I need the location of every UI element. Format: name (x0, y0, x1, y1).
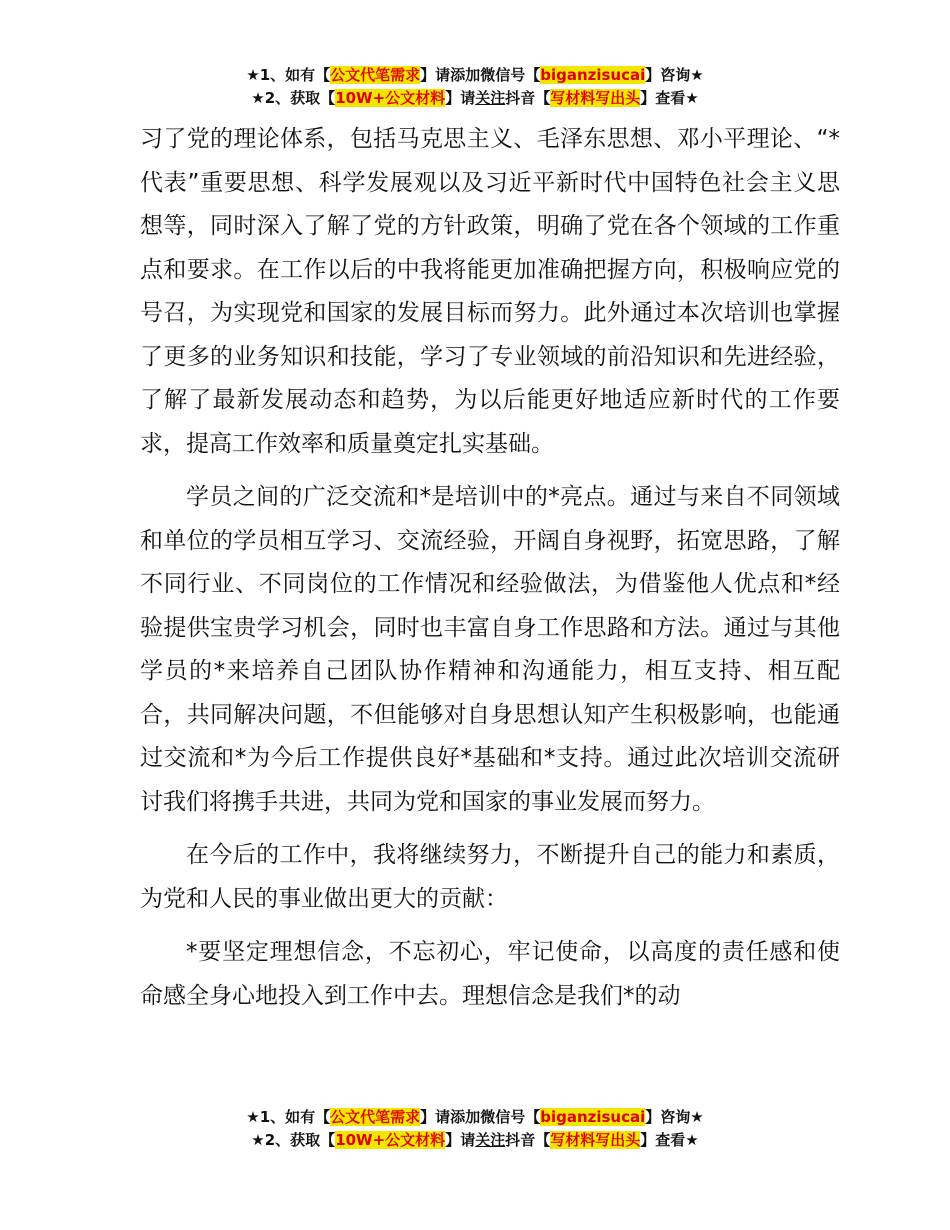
banner-line-1 (0, 1106, 950, 1129)
banner-highlight: 写材料写出头 (550, 1131, 641, 1149)
banner-highlight: biganzisucai (540, 1108, 646, 1126)
footer-banner (0, 1106, 950, 1152)
banner-text: 加 (465, 1108, 481, 1126)
banner-highlight: 公文代笔需求 (330, 66, 421, 84)
banner-text: ★1、如有【 (246, 1108, 331, 1126)
banner-text: 微信号【 (480, 66, 541, 84)
paragraph: 学员之间的广泛交流和*是培训中的*亮点。通过与来自不同领域和单位的学员相互学习、交流经验，开阔自身视野，拓宽思路，了解不同行业、不同岗位的工作情况和经验做法，为借鉴他人优点和*经验提供宝贵学习机会，同时也丰富自身工作思路和方法。通过与其他学员的*来培养自己团队协作精神和沟通能力，相互支持、相互配合，共同解决问题，不但能够对自身思想认知产生积极影响，也能通过交流和*为今后工作提供良好*基础和*支持。通过此次培训交流研讨我们将携手共进，共同为党和国家的事业发展而努力。 (140, 484, 840, 815)
banner-text: 微信号【 (480, 1108, 541, 1126)
banner-highlight: 10W+公文材料 (335, 89, 446, 107)
header-banner (0, 64, 950, 110)
banner-text: 加 (465, 66, 481, 84)
banner-text: 】查看★ (640, 89, 699, 107)
banner-text: 关注 (475, 1131, 506, 1149)
paragraph: 在今后的工作中，我将继续努力，不断提升自己的能力和素质，为党和人民的事业做出更大的贡献： (140, 842, 840, 912)
banner-text: ★2、获取【 (251, 1131, 336, 1149)
banner-line-1 (0, 64, 950, 87)
banner-text: 】请 (445, 1131, 476, 1149)
document-body (140, 118, 840, 1028)
banner-line-2 (0, 1129, 950, 1152)
banner-highlight: biganzisucai (540, 66, 646, 84)
banner-text: 】请添 (420, 1108, 466, 1126)
banner-highlight: 写材料写出头 (550, 89, 641, 107)
banner-text: 】查看★ (640, 1131, 699, 1149)
banner-highlight: 公文代笔需求 (330, 1108, 421, 1126)
paragraph: 习了党的理论体系，包括马克思主义、毛泽东思想、邓小平理论、“*代表”重要思想、科学发展观以及习近平新时代中国特色社会主义思想等，同时深入了解了党的方针政策，明确了党在各个领域的工作重点和要求。在工作以后的中我将能更加准确把握方向，积极响应党的号召，为实现党和国家的发展目标而努力。此外通过本次培训也掌握了更多的业务知识和技能，学习了专业领域的前沿知识和先进经验，了解了最新发展动态和趋势，为以后能更好地适应新时代的工作要求，提高工作效率和质量奠定扎实基础。 (140, 126, 840, 457)
banner-highlight: 10W+公文材料 (335, 1131, 446, 1149)
paragraph: *要坚定理想信念，不忘初心，牢记使命，以高度的责任感和使命感全身心地投入到工作中去。理想信念是我们*的动 (140, 939, 840, 1009)
banner-line-2 (0, 87, 950, 110)
banner-text: 】请 (445, 89, 476, 107)
banner-text: ★1、如有【 (246, 66, 331, 84)
banner-text: 抖音【 (505, 89, 551, 107)
banner-text: 关注 (475, 89, 506, 107)
banner-text: 】咨询★ (645, 1108, 704, 1126)
banner-text: 】咨询★ (645, 66, 704, 84)
banner-text: 抖音【 (505, 1131, 551, 1149)
banner-text: ★2、获取【 (251, 89, 336, 107)
banner-text: 】请添 (420, 66, 466, 84)
